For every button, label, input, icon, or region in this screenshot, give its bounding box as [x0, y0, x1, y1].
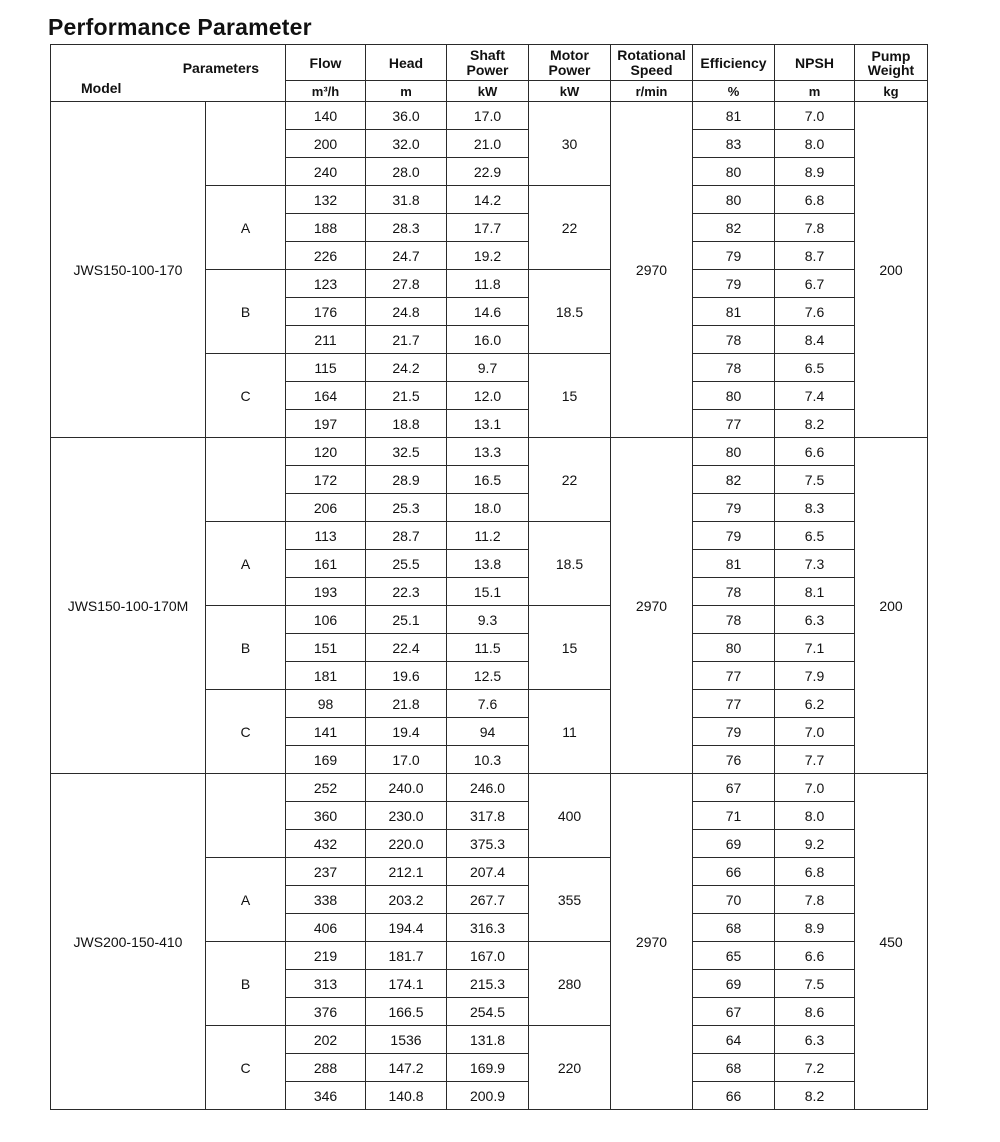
efficiency-cell: 81 — [693, 102, 775, 130]
unit-efficiency: % — [693, 81, 775, 102]
header-model-label: Model — [81, 80, 122, 96]
head-cell: 28.7 — [366, 522, 447, 550]
unit-pump-weight: kg — [855, 81, 928, 102]
shaft-power-cell: 14.6 — [447, 298, 529, 326]
head-cell: 21.7 — [366, 326, 447, 354]
head-cell: 203.2 — [366, 886, 447, 914]
variant-label-cell: B — [206, 270, 286, 354]
page-title: Performance Parameter — [48, 14, 312, 40]
shaft-power-cell: 18.0 — [447, 494, 529, 522]
flow-cell: 193 — [286, 578, 366, 606]
shaft-power-cell: 11.8 — [447, 270, 529, 298]
npsh-cell: 7.5 — [775, 970, 855, 998]
npsh-cell: 7.1 — [775, 634, 855, 662]
efficiency-cell: 77 — [693, 410, 775, 438]
motor-power-cell: 18.5 — [529, 522, 611, 606]
shaft-power-cell: 316.3 — [447, 914, 529, 942]
shaft-power-cell: 15.1 — [447, 578, 529, 606]
model-name-cell: JWS150-100-170 — [51, 102, 206, 438]
npsh-cell: 7.5 — [775, 466, 855, 494]
shaft-power-cell: 13.3 — [447, 438, 529, 466]
head-cell: 28.3 — [366, 214, 447, 242]
efficiency-cell: 82 — [693, 214, 775, 242]
header-pump-weight — [855, 45, 928, 81]
npsh-cell: 7.7 — [775, 746, 855, 774]
head-cell: 25.5 — [366, 550, 447, 578]
head-cell: 194.4 — [366, 914, 447, 942]
model-name-cell: JWS200-150-410 — [51, 774, 206, 1110]
efficiency-cell: 79 — [693, 494, 775, 522]
shaft-power-cell: 17.7 — [447, 214, 529, 242]
flow-cell: 123 — [286, 270, 366, 298]
head-cell: 166.5 — [366, 998, 447, 1026]
header-pump-weight-label: Pump Weight — [867, 47, 915, 78]
efficiency-cell: 78 — [693, 578, 775, 606]
flow-cell: 200 — [286, 130, 366, 158]
npsh-cell: 6.8 — [775, 186, 855, 214]
efficiency-cell: 67 — [693, 774, 775, 802]
table-row — [51, 102, 928, 130]
head-cell: 220.0 — [366, 830, 447, 858]
efficiency-cell: 80 — [693, 634, 775, 662]
flow-cell: 360 — [286, 802, 366, 830]
head-cell: 32.0 — [366, 130, 447, 158]
variant-label-cell — [206, 774, 286, 858]
efficiency-cell: 78 — [693, 606, 775, 634]
flow-cell: 406 — [286, 914, 366, 942]
head-cell: 28.0 — [366, 158, 447, 186]
variant-label-cell: C — [206, 1026, 286, 1110]
head-cell: 212.1 — [366, 858, 447, 886]
head-cell: 21.8 — [366, 690, 447, 718]
head-cell: 28.9 — [366, 466, 447, 494]
flow-cell: 113 — [286, 522, 366, 550]
efficiency-cell: 76 — [693, 746, 775, 774]
flow-cell: 169 — [286, 746, 366, 774]
efficiency-cell: 67 — [693, 998, 775, 1026]
unit-flow: m³/h — [286, 81, 366, 102]
npsh-cell: 6.5 — [775, 354, 855, 382]
npsh-cell: 6.8 — [775, 858, 855, 886]
shaft-power-cell: 16.5 — [447, 466, 529, 494]
efficiency-cell: 68 — [693, 914, 775, 942]
rotational-speed-cell: 2970 — [611, 774, 693, 1110]
flow-cell: 219 — [286, 942, 366, 970]
flow-cell: 151 — [286, 634, 366, 662]
head-cell: 140.8 — [366, 1082, 447, 1110]
header-shaft-power — [447, 45, 529, 81]
motor-power-cell: 18.5 — [529, 270, 611, 354]
model-name-cell: JWS150-100-170M — [51, 438, 206, 774]
shaft-power-cell: 200.9 — [447, 1082, 529, 1110]
head-cell: 181.7 — [366, 942, 447, 970]
npsh-cell: 8.6 — [775, 998, 855, 1026]
unit-shaft-power: kW — [447, 81, 529, 102]
efficiency-cell: 70 — [693, 886, 775, 914]
head-cell: 19.6 — [366, 662, 447, 690]
rotational-speed-cell: 2970 — [611, 438, 693, 774]
efficiency-cell: 80 — [693, 382, 775, 410]
pump-weight-cell: 200 — [855, 102, 928, 438]
shaft-power-cell: 13.8 — [447, 550, 529, 578]
head-cell: 19.4 — [366, 718, 447, 746]
npsh-cell: 8.7 — [775, 242, 855, 270]
unit-head: m — [366, 81, 447, 102]
npsh-cell: 7.0 — [775, 718, 855, 746]
flow-cell: 106 — [286, 606, 366, 634]
flow-cell: 98 — [286, 690, 366, 718]
shaft-power-cell: 375.3 — [447, 830, 529, 858]
head-cell: 18.8 — [366, 410, 447, 438]
shaft-power-cell: 246.0 — [447, 774, 529, 802]
head-cell: 24.8 — [366, 298, 447, 326]
shaft-power-cell: 14.2 — [447, 186, 529, 214]
npsh-cell: 7.6 — [775, 298, 855, 326]
flow-cell: 120 — [286, 438, 366, 466]
npsh-cell: 6.5 — [775, 522, 855, 550]
head-cell: 24.2 — [366, 354, 447, 382]
flow-cell: 172 — [286, 466, 366, 494]
head-cell: 25.3 — [366, 494, 447, 522]
efficiency-cell: 80 — [693, 186, 775, 214]
head-cell: 21.5 — [366, 382, 447, 410]
efficiency-cell: 77 — [693, 662, 775, 690]
variant-label-cell: C — [206, 354, 286, 438]
unit-npsh: m — [775, 81, 855, 102]
motor-power-cell: 220 — [529, 1026, 611, 1110]
efficiency-cell: 83 — [693, 130, 775, 158]
head-cell: 32.5 — [366, 438, 447, 466]
table-body — [51, 102, 928, 1110]
npsh-cell: 7.3 — [775, 550, 855, 578]
shaft-power-cell: 21.0 — [447, 130, 529, 158]
flow-cell: 376 — [286, 998, 366, 1026]
efficiency-cell: 79 — [693, 718, 775, 746]
efficiency-cell: 66 — [693, 858, 775, 886]
header-npsh: NPSH — [775, 45, 855, 81]
variant-label-cell: A — [206, 522, 286, 606]
flow-cell: 338 — [286, 886, 366, 914]
header-efficiency: Efficiency — [693, 45, 775, 81]
rotational-speed-cell: 2970 — [611, 102, 693, 438]
flow-cell: 202 — [286, 1026, 366, 1054]
head-cell: 27.8 — [366, 270, 447, 298]
flow-cell: 176 — [286, 298, 366, 326]
efficiency-cell: 78 — [693, 326, 775, 354]
header-head: Head — [366, 45, 447, 81]
head-cell: 240.0 — [366, 774, 447, 802]
npsh-cell: 7.8 — [775, 214, 855, 242]
head-cell: 22.3 — [366, 578, 447, 606]
variant-label-cell: C — [206, 690, 286, 774]
header-rotational-speed — [611, 45, 693, 81]
efficiency-cell: 79 — [693, 242, 775, 270]
efficiency-cell: 77 — [693, 690, 775, 718]
performance-table — [50, 44, 928, 1110]
motor-power-cell: 280 — [529, 942, 611, 1026]
npsh-cell: 6.3 — [775, 606, 855, 634]
efficiency-cell: 68 — [693, 1054, 775, 1082]
npsh-cell: 8.9 — [775, 158, 855, 186]
npsh-cell: 8.1 — [775, 578, 855, 606]
header-motor-power — [529, 45, 611, 81]
flow-cell: 432 — [286, 830, 366, 858]
table-row — [51, 438, 928, 466]
variant-label-cell — [206, 102, 286, 186]
flow-cell: 226 — [286, 242, 366, 270]
flow-cell: 346 — [286, 1082, 366, 1110]
flow-cell: 161 — [286, 550, 366, 578]
efficiency-cell: 81 — [693, 298, 775, 326]
unit-motor-power: kW — [529, 81, 611, 102]
variant-label-cell — [206, 438, 286, 522]
shaft-power-cell: 22.9 — [447, 158, 529, 186]
flow-cell: 140 — [286, 102, 366, 130]
efficiency-cell: 79 — [693, 522, 775, 550]
variant-label-cell: A — [206, 858, 286, 942]
variant-label-cell: B — [206, 942, 286, 1026]
efficiency-cell: 71 — [693, 802, 775, 830]
efficiency-cell: 64 — [693, 1026, 775, 1054]
npsh-cell: 8.2 — [775, 410, 855, 438]
flow-cell: 115 — [286, 354, 366, 382]
efficiency-cell: 69 — [693, 970, 775, 998]
flow-cell: 313 — [286, 970, 366, 998]
pump-weight-cell: 200 — [855, 438, 928, 774]
variant-label-cell: B — [206, 606, 286, 690]
header-parameters-label: Parameters — [182, 60, 259, 76]
shaft-power-cell: 12.5 — [447, 662, 529, 690]
flow-cell: 141 — [286, 718, 366, 746]
table-row — [51, 774, 928, 802]
flow-cell: 197 — [286, 410, 366, 438]
npsh-cell: 7.8 — [775, 886, 855, 914]
head-cell: 230.0 — [366, 802, 447, 830]
efficiency-cell: 65 — [693, 942, 775, 970]
npsh-cell: 9.2 — [775, 830, 855, 858]
motor-power-cell: 22 — [529, 186, 611, 270]
shaft-power-cell: 317.8 — [447, 802, 529, 830]
shaft-power-cell: 9.3 — [447, 606, 529, 634]
npsh-cell: 7.4 — [775, 382, 855, 410]
flow-cell: 188 — [286, 214, 366, 242]
shaft-power-cell: 131.8 — [447, 1026, 529, 1054]
npsh-cell: 6.6 — [775, 942, 855, 970]
flow-cell: 181 — [286, 662, 366, 690]
shaft-power-cell: 11.5 — [447, 634, 529, 662]
variant-label-cell: A — [206, 186, 286, 270]
shaft-power-cell: 94 — [447, 718, 529, 746]
shaft-power-cell: 12.0 — [447, 382, 529, 410]
shaft-power-cell: 215.3 — [447, 970, 529, 998]
efficiency-cell: 78 — [693, 354, 775, 382]
pump-weight-cell: 450 — [855, 774, 928, 1110]
efficiency-cell: 82 — [693, 466, 775, 494]
unit-rotational-speed: r/min — [611, 81, 693, 102]
npsh-cell: 8.0 — [775, 802, 855, 830]
motor-power-cell: 15 — [529, 354, 611, 438]
head-cell: 31.8 — [366, 186, 447, 214]
shaft-power-cell: 9.7 — [447, 354, 529, 382]
npsh-cell: 8.4 — [775, 326, 855, 354]
shaft-power-cell: 17.0 — [447, 102, 529, 130]
shaft-power-cell: 16.0 — [447, 326, 529, 354]
efficiency-cell: 80 — [693, 158, 775, 186]
npsh-cell: 7.9 — [775, 662, 855, 690]
efficiency-cell: 66 — [693, 1082, 775, 1110]
motor-power-cell: 15 — [529, 606, 611, 690]
flow-cell: 237 — [286, 858, 366, 886]
npsh-cell: 8.2 — [775, 1082, 855, 1110]
motor-power-cell: 400 — [529, 774, 611, 858]
npsh-cell: 6.2 — [775, 690, 855, 718]
npsh-cell: 8.0 — [775, 130, 855, 158]
efficiency-cell: 79 — [693, 270, 775, 298]
motor-power-cell: 22 — [529, 438, 611, 522]
header-flow: Flow — [286, 45, 366, 81]
shaft-power-cell: 267.7 — [447, 886, 529, 914]
efficiency-cell: 80 — [693, 438, 775, 466]
shaft-power-cell: 13.1 — [447, 410, 529, 438]
npsh-cell: 6.7 — [775, 270, 855, 298]
efficiency-cell: 81 — [693, 550, 775, 578]
flow-cell: 240 — [286, 158, 366, 186]
shaft-power-cell: 10.3 — [447, 746, 529, 774]
npsh-cell: 6.6 — [775, 438, 855, 466]
head-cell: 36.0 — [366, 102, 447, 130]
header-row-names — [51, 45, 928, 81]
header-rotational-speed-label: Rotational Speed — [617, 46, 686, 78]
npsh-cell: 8.3 — [775, 494, 855, 522]
flow-cell: 211 — [286, 326, 366, 354]
header-shaft-power-label: Shaft Power — [466, 46, 509, 78]
flow-cell: 132 — [286, 186, 366, 214]
shaft-power-cell: 19.2 — [447, 242, 529, 270]
efficiency-cell: 69 — [693, 830, 775, 858]
shaft-power-cell: 169.9 — [447, 1054, 529, 1082]
motor-power-cell: 355 — [529, 858, 611, 942]
shaft-power-cell: 11.2 — [447, 522, 529, 550]
head-cell: 1536 — [366, 1026, 447, 1054]
head-cell: 24.7 — [366, 242, 447, 270]
npsh-cell: 7.2 — [775, 1054, 855, 1082]
flow-cell: 252 — [286, 774, 366, 802]
npsh-cell: 6.3 — [775, 1026, 855, 1054]
shaft-power-cell: 254.5 — [447, 998, 529, 1026]
shaft-power-cell: 167.0 — [447, 942, 529, 970]
shaft-power-cell: 7.6 — [447, 690, 529, 718]
head-cell: 25.1 — [366, 606, 447, 634]
motor-power-cell: 30 — [529, 102, 611, 186]
flow-cell: 206 — [286, 494, 366, 522]
head-cell: 147.2 — [366, 1054, 447, 1082]
header-parameters-model-cell — [51, 45, 286, 102]
flow-cell: 288 — [286, 1054, 366, 1082]
head-cell: 174.1 — [366, 970, 447, 998]
npsh-cell: 7.0 — [775, 102, 855, 130]
head-cell: 22.4 — [366, 634, 447, 662]
npsh-cell: 7.0 — [775, 774, 855, 802]
head-cell: 17.0 — [366, 746, 447, 774]
shaft-power-cell: 207.4 — [447, 858, 529, 886]
motor-power-cell: 11 — [529, 690, 611, 774]
flow-cell: 164 — [286, 382, 366, 410]
npsh-cell: 8.9 — [775, 914, 855, 942]
header-motor-power-label: Motor Power — [548, 46, 591, 78]
